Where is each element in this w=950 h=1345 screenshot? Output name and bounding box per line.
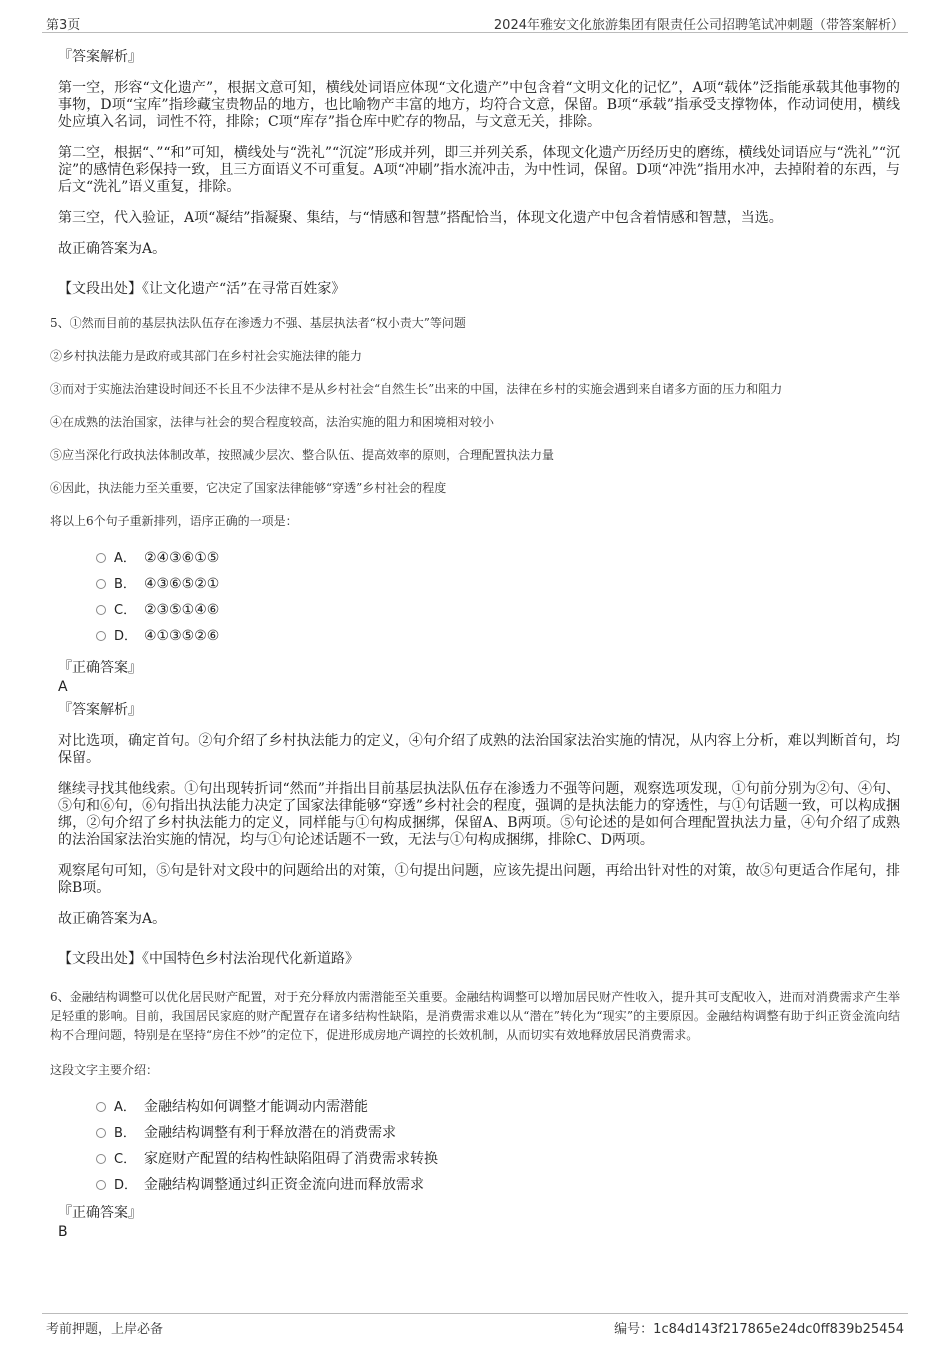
option-b[interactable]: B． 金融结构调整有利于释放潜在的消费需求 [96, 1120, 900, 1146]
analysis-conclusion: 故正确答案为A。 [58, 911, 167, 927]
analysis-paragraph: 第三空，代入验证，A项“凝结”指凝聚、集结，与“情感和智慧”搭配恰当，体现文化遗产中包含着情感和智慧，当选。 [58, 210, 783, 226]
question-6-options [96, 1094, 900, 1198]
correct-answer-label: 『正确答案』 [58, 1205, 142, 1221]
analysis-label: 『答案解析』 [58, 49, 142, 65]
sentence-line: ⑥因此，执法能力至关重要，它决定了国家法律能够“穿透”乡村社会的程度 [50, 481, 447, 495]
option-a[interactable]: A． ②④③⑥①⑤ [96, 545, 900, 571]
radio-icon[interactable] [96, 579, 106, 589]
radio-icon[interactable] [96, 553, 106, 563]
page-number: 第3页 [46, 18, 81, 33]
sentence-line: ④在成熟的法治国家，法律与社会的契合程度较高，法治实施的阻力和困境相对较小 [50, 415, 495, 429]
radio-icon[interactable] [96, 605, 106, 615]
document-code [614, 1318, 904, 1337]
analysis-paragraph: 继续寻找其他线索。①句出现转折词“然而”并指出目前基层执法队伍存在渗透力不强等问题，观察选项发现，①句前分别为②句、④句、⑤句和⑥句，⑥句指出执法能力决定了国家法律能够“穿透”乡村社会的程度，强调的是执法能力的穿透性，与①句话题一致，可以构成捆绑，②句介绍了乡村执法能力的定义，同样能与①句构成捆绑，保留A、B两项。⑤句论述的是如何合理配置执法力量，④句介绍了成熟的法治国家法治实施的情况，均与①句论述话题不一致，无法与①句构成捆绑，排除C、D两项。 [58, 781, 900, 848]
correct-answer-value: B [58, 1224, 68, 1240]
option-a[interactable]: A． 金融结构如何调整才能调动内需潜能 [96, 1094, 900, 1120]
analysis-paragraph: 第一空，形容“文化遗产”，根据文意可知，横线处词语应体现“文化遗产”中包含着“文明文化的记忆”，A项“载体”泛指能承载其他事物的事物，D项“宝库”指珍藏宝贵物品的地方，也比喻物产丰富的地方，均符合文意，保留。B项“承载”指承受支撑物体，作动词使用，横线处应填入名词，词性不符，排除；C项“库存”指仓库中贮存的物品，与文意无关，排除。 [58, 80, 900, 130]
radio-icon[interactable] [96, 1128, 106, 1138]
footer-slogan: 考前押题，上岸必备 [46, 1322, 164, 1337]
radio-icon[interactable] [96, 1180, 106, 1190]
code-label: 编号： [614, 1322, 654, 1337]
sentence-line: ③而对于实施法治建设时间还不长且不少法律不是从乡村社会“自然生长”出来的中国，法律在乡村的实施会遇到来自诸多方面的压力和阻力 [50, 382, 783, 396]
question-prompt: 将以上6个句子重新排列，语序正确的一项是： [50, 514, 298, 528]
document-title: 2024年雅安文化旅游集团有限责任公司招聘笔试冲刺题（带答案解析） [493, 18, 904, 33]
question-5-sentences [50, 314, 900, 497]
analysis-conclusion: 故正确答案为A。 [58, 241, 167, 257]
page-footer [42, 1313, 908, 1338]
page-content [50, 40, 900, 1240]
analysis-paragraph: 观察尾句可知，⑤句是针对文段中的问题给出的对策，①句提出问题，应该先提出问题，再给出针对性的对策，故⑤句更适合作尾句，排除B项。 [58, 863, 900, 896]
page-header [42, 10, 908, 33]
option-d[interactable]: D． ④①③⑤②⑥ [96, 623, 900, 649]
sentence-line: ②乡村执法能力是政府或其部门在乡村社会实施法律的能力 [50, 349, 363, 363]
correct-answer-value: A [58, 679, 68, 695]
sentence-line: ⑤应当深化行政执法体制改革，按照减少层次、整合队伍、提高效率的原则，合理配置执法力量 [50, 448, 555, 462]
question-6-text: 6、金融结构调整可以优化居民财产配置，对于充分释放内需潜能至关重要。金融结构调整可以增加居民财产性收入，提升其可支配收入，进而对消费需求产生举足轻重的影响。目前，我国居民家庭的财产配置存在诸多结构性缺陷，是消费需求难以从“潜在”转化为“现实”的主要原因。金融结构调整有助于纠正资金流向结构不合理问题，特别是在坚持“房住不炒”的定位下，促进形成房地产调控的长效机制，从而切实有效地释放居民消费需求。 [50, 990, 900, 1042]
option-b[interactable]: B． ④③⑥⑤②① [96, 571, 900, 597]
radio-icon[interactable] [96, 631, 106, 641]
radio-icon[interactable] [96, 1102, 106, 1112]
option-c[interactable]: C． ②③⑤①④⑥ [96, 597, 900, 623]
option-d[interactable]: D． 金融结构调整通过纠正资金流向进而释放需求 [96, 1172, 900, 1198]
analysis-label: 『答案解析』 [58, 702, 142, 718]
analysis-paragraph: 第二空，根据“、”“和”可知，横线处与“洗礼”“沉淀”形成并列，即三并列关系，体现文化遗产历经历史的磨练，横线处词语应与“洗礼”“沉淀”的感情色彩保持一致，且三方面语义不可重复。A项“冲刷”指水流冲击，为中性词，保留。D项“冲洗”指用水冲，去掉附着的东西，与后文“洗礼”语义重复，排除。 [58, 145, 900, 195]
correct-answer-label: 『正确答案』 [58, 660, 142, 676]
passage-source: 【文段出处】《让文化遗产“活”在寻常百姓家》 [58, 281, 346, 297]
code-value: 1c84d143f217865e24dc0ff839b25454 [653, 1322, 904, 1337]
radio-icon[interactable] [96, 1154, 106, 1164]
sentence-line: 5、①然而目前的基层执法队伍存在渗透力不强、基层执法者“权小责大”等问题 [50, 316, 466, 330]
question-5-options [96, 545, 900, 649]
passage-source: 【文段出处】《中国特色乡村法治现代化新道路》 [58, 951, 359, 967]
option-c[interactable]: C． 家庭财产配置的结构性缺陷阻碍了消费需求转换 [96, 1146, 900, 1172]
question-prompt: 这段文字主要介绍： [50, 1063, 159, 1077]
analysis-paragraph: 对比选项，确定首句。②句介绍了乡村执法能力的定义，④句介绍了成熟的法治国家法治实施的情况，从内容上分析，难以判断首句，均保留。 [58, 733, 900, 766]
